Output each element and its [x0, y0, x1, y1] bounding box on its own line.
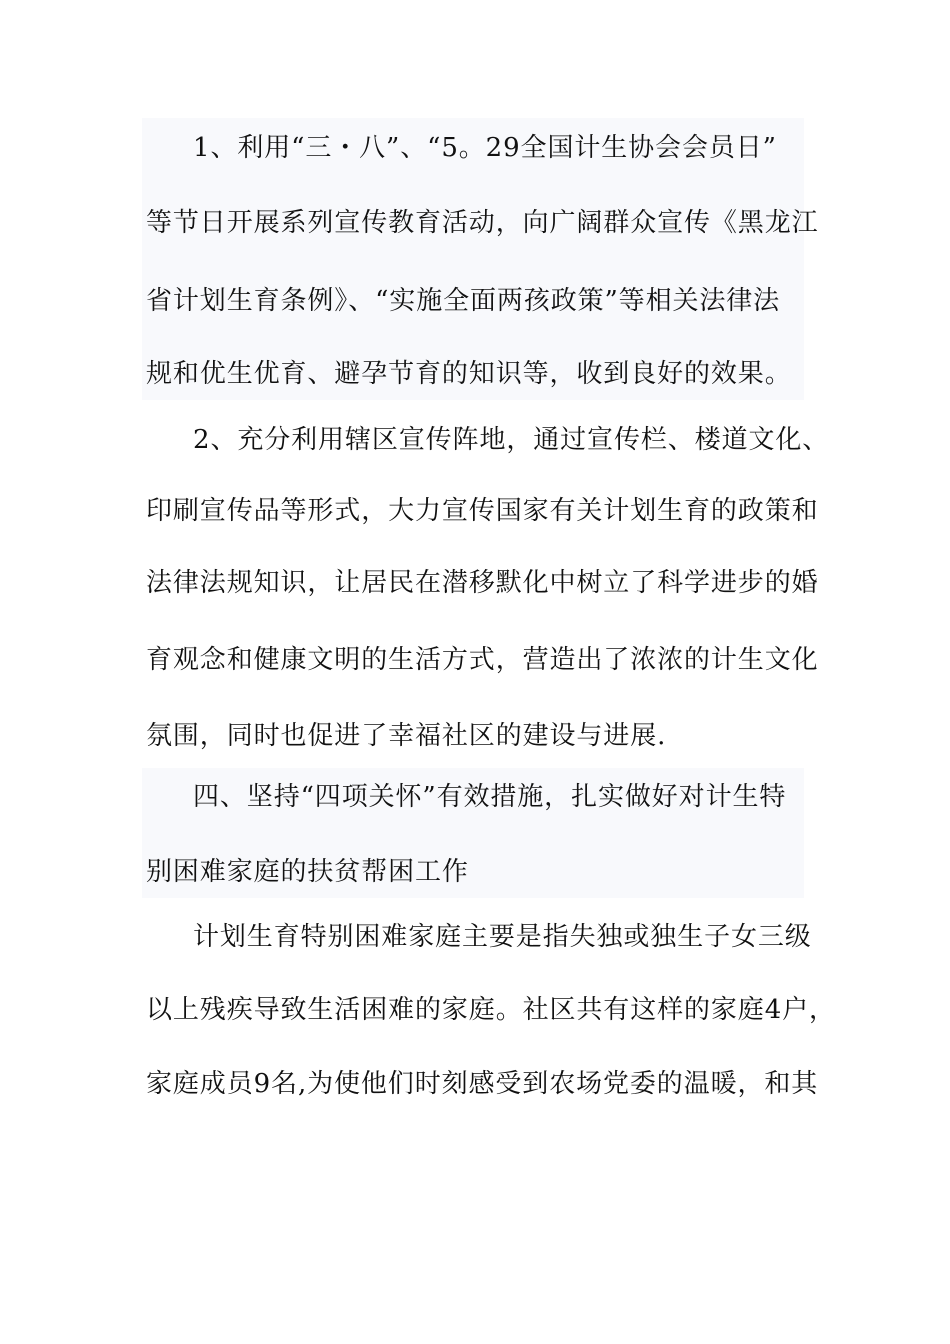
paragraph-3-line-1: 计划生育特别困难家庭主要是指失独或独生子女三级	[193, 922, 812, 952]
paragraph-2-line-2: 印刷宣传品等形式，大力宣传国家有关计划生育的政策和	[146, 496, 819, 526]
paragraph-3-line-2: 以上残疾导致生活困难的家庭。社区共有这样的家庭4户，	[146, 995, 836, 1025]
paragraph-2-line-5: 氛围，同时也促进了幸福社区的建设与进展.	[146, 721, 667, 751]
paragraph-2-line-1: 2、充分利用辖区宣传阵地，通过宣传栏、楼道文化、	[193, 425, 830, 455]
paragraph-3-line-3: 家庭成员9名,为使他们时刻感受到农场党委的温暖，和其	[146, 1069, 819, 1099]
paragraph-1-line-4: 规和优生优育、避孕节育的知识等，收到良好的效果。	[146, 359, 792, 389]
paragraph-2-line-4: 育观念和健康文明的生活方式，营造出了浓浓的计生文化	[146, 645, 819, 675]
section-heading-line-2: 别困难家庭的扶贫帮困工作	[146, 857, 469, 887]
paragraph-1-line-2: 等节日开展系列宣传教育活动，向广阔群众宣传《黑龙江	[146, 208, 819, 238]
paragraph-1-line-3: 省计划生育条例》、“实施全面两孩政策”等相关法律法	[146, 286, 781, 316]
paragraph-2-line-3: 法律法规知识，让居民在潜移默化中树立了科学进步的婚	[146, 568, 819, 598]
paragraph-1-line-1: 1、利用“三・八”、“5。29全国计生协会会员日”	[193, 133, 777, 163]
section-heading-line-1: 四、坚持“四项关怀”有效措施，扎实做好对计生特	[193, 782, 787, 812]
